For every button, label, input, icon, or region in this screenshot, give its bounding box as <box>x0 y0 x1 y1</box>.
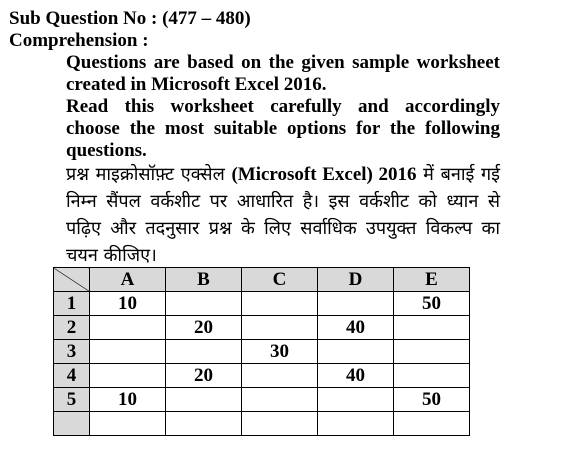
cell-c6 <box>242 412 318 436</box>
table-row <box>54 316 470 340</box>
cell-c1 <box>242 292 318 316</box>
table-row <box>54 340 470 364</box>
cell-e1: 50 <box>394 292 470 316</box>
cell-b5 <box>166 388 242 412</box>
cell-d2: 40 <box>318 316 394 340</box>
sub-question-number: Sub Question No : (477 – 480) <box>9 8 251 29</box>
cell-c2 <box>242 316 318 340</box>
hindi-latin-text: (Microsoft Excel) 2016 <box>231 164 417 185</box>
column-header-a: A <box>90 268 166 292</box>
cell-b3 <box>166 340 242 364</box>
table-row <box>54 412 470 436</box>
cell-e2 <box>394 316 470 340</box>
cell-d3 <box>318 340 394 364</box>
sample-worksheet <box>53 267 470 436</box>
column-header-c: C <box>242 268 318 292</box>
cell-c3: 30 <box>242 340 318 364</box>
cell-e6 <box>394 412 470 436</box>
column-header-row <box>54 268 470 292</box>
comprehension-label: Comprehension : <box>9 30 149 51</box>
cell-d5 <box>318 388 394 412</box>
cell-a1: 10 <box>90 292 166 316</box>
english-instruction-paragraph: Read this worksheet carefully and accordingly choose the most suitable options for the following questions. <box>66 96 500 161</box>
cell-a6 <box>90 412 166 436</box>
row-header-2: 2 <box>54 316 90 340</box>
cell-b1 <box>166 292 242 316</box>
row-header-3: 3 <box>54 340 90 364</box>
cell-e3 <box>394 340 470 364</box>
hindi-text-part1: प्रश्न माइक्रोसॉफ़्ट एक्सेल <box>66 164 225 185</box>
column-header-b: B <box>166 268 242 292</box>
cell-a5: 10 <box>90 388 166 412</box>
cell-a4 <box>90 364 166 388</box>
hindi-text-part2: में बनाई गई निम्न सैंपल वर्कशीट पर आधारित है। इस वर्कशीट को ध्यान से पढ़िए और तदनुसार प्रश्न के लिए सर्वाधिक उपयुक्त विकल्प का चयन कीजिए। <box>66 164 500 266</box>
cell-a3 <box>90 340 166 364</box>
row-header-5: 5 <box>54 388 90 412</box>
cell-b4: 20 <box>166 364 242 388</box>
row-header-4: 4 <box>54 364 90 388</box>
cell-d6 <box>318 412 394 436</box>
cell-b6 <box>166 412 242 436</box>
column-header-e: E <box>394 268 470 292</box>
table-row <box>54 388 470 412</box>
table-row <box>54 292 470 316</box>
table-row <box>54 364 470 388</box>
select-all-corner <box>54 268 90 292</box>
hindi-instruction-paragraph <box>66 161 500 269</box>
cell-e5: 50 <box>394 388 470 412</box>
cell-d4: 40 <box>318 364 394 388</box>
cell-d1 <box>318 292 394 316</box>
english-intro-paragraph: Questions are based on the given sample worksheet created in Microsoft Excel 2016. <box>66 52 500 95</box>
cell-a2 <box>90 316 166 340</box>
row-header-6 <box>54 412 90 436</box>
cell-b2: 20 <box>166 316 242 340</box>
cell-e4 <box>394 364 470 388</box>
cell-c4 <box>242 364 318 388</box>
row-header-1: 1 <box>54 292 90 316</box>
cell-c5 <box>242 388 318 412</box>
column-header-d: D <box>318 268 394 292</box>
